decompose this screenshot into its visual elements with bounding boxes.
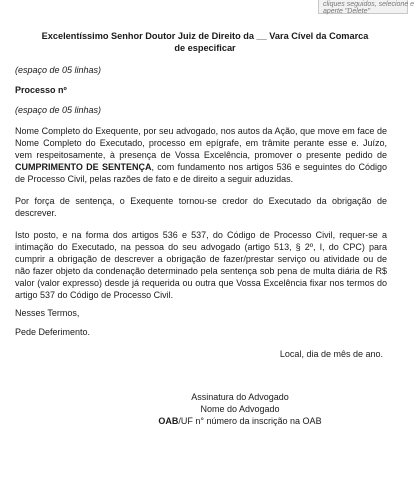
oab-line — [100, 415, 380, 427]
paragraph-request — [15, 125, 387, 185]
place-date: Local, dia de mês de ano. — [279, 349, 383, 359]
hint-line-2: aperte "Delete" — [323, 8, 370, 15]
spacing-note-2: (espaço de 05 linhas) — [15, 105, 102, 115]
closing-terms: Nesses Termos, — [15, 308, 80, 318]
signature-line: Assinatura do Advogado — [191, 392, 289, 402]
paragraph-credit: Por força de sentença, o Exequente tornou-se credor do Executado da obrigação de descrever. — [15, 196, 387, 218]
paragraph-request-bold: CUMPRIMENTO DE SENTENÇA — [15, 162, 152, 172]
heading-line-1: Excelentíssimo Senhor Doutor Juiz de Direito da __ Vara Cível da Comarca — [41, 31, 369, 41]
oab-label: OAB — [158, 416, 179, 426]
lawyer-name: Nome do Advogado — [200, 404, 280, 414]
spacing-note-1: (espaço de 05 linhas) — [15, 65, 102, 75]
paragraph-request-text-1: Nome Completo do Exequente, por seu advogado, nos autos da Ação, que move em face de Nome Completo do Executado, processo em epígrafe, em trâmite perante esse e. Juízo, vem respeitosamente, à presença de Vossa Excelência, promover o presente pedido de — [15, 126, 387, 160]
document-heading — [20, 30, 390, 54]
process-label: Processo nº — [15, 85, 67, 95]
closing-request: Pede Deferimento. — [15, 327, 91, 337]
paragraph-petition: Isto posto, e na forma dos artigos 536 e 537, do Código de Processo Civil, requer-se a intimação do Executado, na pessoa do seu advogado (artigo 513, § 2º, I, do CPC) para cumprir a obrigação de descrever a obrigação de fazer/prestar serviço ou atividade ou de não fazer objeto da condenação determinado pela sentença sob pena de multa diária de R$ valor (valor expresso) desde já requerida ou outra que Vossa Excelência fixar nos termos do artigo 537 do Código de Processo Civil. — [15, 230, 387, 300]
heading-line-2: de especificar — [174, 43, 236, 53]
hint-tooltip — [318, 0, 414, 15]
signature-block — [100, 391, 380, 427]
oab-number: /UF n° número da inscrição na OAB — [178, 416, 322, 426]
hint-line-1: cliques seguidos, selecione e — [323, 1, 414, 8]
paragraph-request-text-2: , com fundamento nos artigos 536 e seguintes do Código de Processo Civil, pelas razões de fato e de direito a seguir aduzidas. — [15, 162, 387, 184]
